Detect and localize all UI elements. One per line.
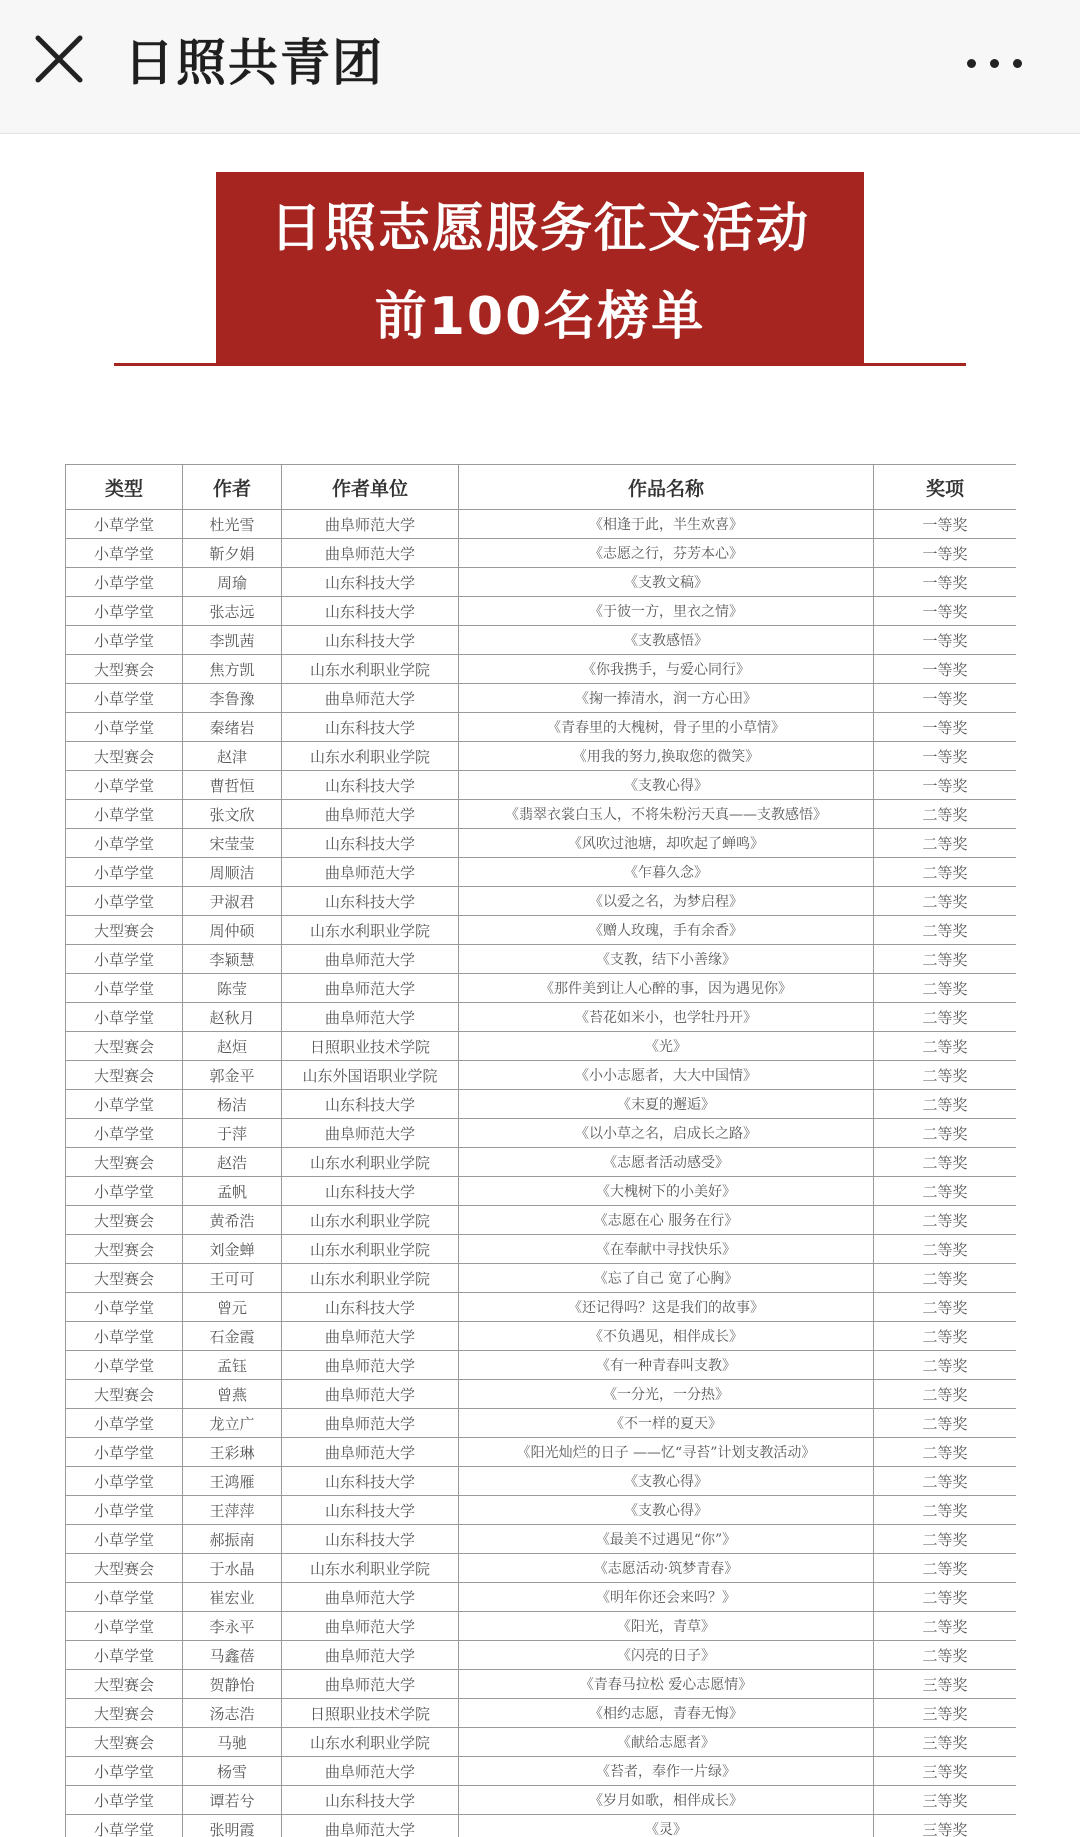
cell-work-title: 《小小志愿者，大大中国情》 xyxy=(459,1061,874,1090)
cell-work-title: 《阳光，青草》 xyxy=(459,1612,874,1641)
table-row xyxy=(66,1641,1017,1670)
cell-author: 孟钰 xyxy=(183,1351,282,1380)
cell-type: 小草学堂 xyxy=(66,1351,183,1380)
cell-work-title: 《支教心得》 xyxy=(459,1496,874,1525)
cell-unit: 日照职业技术学院 xyxy=(282,1032,459,1061)
cell-work-title: 《以爱之名，为梦启程》 xyxy=(459,887,874,916)
cell-work-title: 《乍暮久念》 xyxy=(459,858,874,887)
table-row xyxy=(66,1380,1017,1409)
table-row xyxy=(66,771,1017,800)
cell-work-title: 《最美不过遇见“你”》 xyxy=(459,1525,874,1554)
cell-unit: 曲阜师范大学 xyxy=(282,1612,459,1641)
cell-author: 周顺洁 xyxy=(183,858,282,887)
cell-author: 郝振南 xyxy=(183,1525,282,1554)
cell-author: 赵津 xyxy=(183,742,282,771)
cell-award: 三等奖 xyxy=(874,1728,1017,1757)
cell-work-title: 《明年你还会来吗？》 xyxy=(459,1583,874,1612)
table-row xyxy=(66,1670,1017,1699)
table-row xyxy=(66,1728,1017,1757)
cell-unit: 山东科技大学 xyxy=(282,771,459,800)
table-row xyxy=(66,1061,1017,1090)
cell-unit: 曲阜师范大学 xyxy=(282,800,459,829)
cell-unit: 山东科技大学 xyxy=(282,1090,459,1119)
table-row xyxy=(66,1467,1017,1496)
cell-unit: 山东科技大学 xyxy=(282,1786,459,1815)
table-row xyxy=(66,945,1017,974)
cell-author: 王鸿雁 xyxy=(183,1467,282,1496)
table-row xyxy=(66,1235,1017,1264)
cell-author: 李永平 xyxy=(183,1612,282,1641)
cell-work-title: 《翡翠衣裳白玉人，不将朱粉污天真——支教感悟》 xyxy=(459,800,874,829)
cell-unit: 山东科技大学 xyxy=(282,1293,459,1322)
cell-author: 陈莹 xyxy=(183,974,282,1003)
cell-unit: 山东水利职业学院 xyxy=(282,1264,459,1293)
cell-unit: 曲阜师范大学 xyxy=(282,1438,459,1467)
table-row xyxy=(66,800,1017,829)
cell-author: 黄希浩 xyxy=(183,1206,282,1235)
top-bar xyxy=(0,0,1080,134)
cell-type: 大型赛会 xyxy=(66,1380,183,1409)
cell-work-title: 《苔者，奉作一片绿》 xyxy=(459,1757,874,1786)
cell-unit: 曲阜师范大学 xyxy=(282,1670,459,1699)
cell-author: 周仲硕 xyxy=(183,916,282,945)
cell-unit: 山东水利职业学院 xyxy=(282,1728,459,1757)
cell-unit: 曲阜师范大学 xyxy=(282,1380,459,1409)
cell-type: 小草学堂 xyxy=(66,1525,183,1554)
cell-type: 大型赛会 xyxy=(66,742,183,771)
cell-type: 大型赛会 xyxy=(66,1264,183,1293)
cell-work-title: 《一分光，一分热》 xyxy=(459,1380,874,1409)
cell-award: 二等奖 xyxy=(874,1322,1017,1351)
table-row xyxy=(66,1786,1017,1815)
cell-type: 小草学堂 xyxy=(66,1786,183,1815)
cell-award: 二等奖 xyxy=(874,887,1017,916)
banner-subtitle: 前100名榜单 xyxy=(374,287,706,347)
cell-author: 谭若兮 xyxy=(183,1786,282,1815)
cell-unit: 曲阜师范大学 xyxy=(282,858,459,887)
cell-unit: 山东水利职业学院 xyxy=(282,1235,459,1264)
cell-award: 二等奖 xyxy=(874,945,1017,974)
cell-unit: 曲阜师范大学 xyxy=(282,1003,459,1032)
cell-unit: 曲阜师范大学 xyxy=(282,684,459,713)
cell-author: 郭金平 xyxy=(183,1061,282,1090)
cell-type: 小草学堂 xyxy=(66,1293,183,1322)
cell-author: 秦绪岩 xyxy=(183,713,282,742)
cell-type: 大型赛会 xyxy=(66,1061,183,1090)
cell-unit: 山东科技大学 xyxy=(282,1525,459,1554)
cell-award: 一等奖 xyxy=(874,771,1017,800)
cell-award: 一等奖 xyxy=(874,655,1017,684)
cell-author: 赵秋月 xyxy=(183,1003,282,1032)
cell-work-title: 《你我携手，与爱心同行》 xyxy=(459,655,874,684)
cell-award: 二等奖 xyxy=(874,1351,1017,1380)
column-header-type: 类型 xyxy=(66,465,183,510)
table-row xyxy=(66,1293,1017,1322)
cell-award: 二等奖 xyxy=(874,1409,1017,1438)
cell-unit: 山东科技大学 xyxy=(282,568,459,597)
cell-award: 一等奖 xyxy=(874,713,1017,742)
cell-work-title: 《灵》 xyxy=(459,1815,874,1837)
table-row xyxy=(66,1583,1017,1612)
cell-unit: 山东水利职业学院 xyxy=(282,742,459,771)
cell-award: 二等奖 xyxy=(874,1554,1017,1583)
table-row xyxy=(66,684,1017,713)
table-row xyxy=(66,539,1017,568)
table-row xyxy=(66,829,1017,858)
cell-award: 二等奖 xyxy=(874,1177,1017,1206)
close-button[interactable] xyxy=(30,30,90,90)
app-title: 日照共青团 xyxy=(124,34,384,92)
cell-unit: 山东科技大学 xyxy=(282,1496,459,1525)
cell-unit: 曲阜师范大学 xyxy=(282,1815,459,1837)
cell-award: 二等奖 xyxy=(874,1438,1017,1467)
cell-author: 石金霞 xyxy=(183,1322,282,1351)
cell-work-title: 《献给志愿者》 xyxy=(459,1728,874,1757)
cell-work-title: 《青春马拉松 爱心志愿情》 xyxy=(459,1670,874,1699)
table-row xyxy=(66,626,1017,655)
table-row xyxy=(66,1351,1017,1380)
table-row xyxy=(66,1177,1017,1206)
cell-type: 小草学堂 xyxy=(66,1757,183,1786)
cell-author: 王可可 xyxy=(183,1264,282,1293)
table-row xyxy=(66,1815,1017,1837)
table-row xyxy=(66,510,1017,539)
cell-unit: 曲阜师范大学 xyxy=(282,1322,459,1351)
cell-type: 小草学堂 xyxy=(66,1583,183,1612)
cell-type: 小草学堂 xyxy=(66,1612,183,1641)
cell-type: 小草学堂 xyxy=(66,684,183,713)
cell-work-title: 《岁月如歌，相伴成长》 xyxy=(459,1786,874,1815)
cell-author: 尹淑君 xyxy=(183,887,282,916)
cell-author: 宋莹莹 xyxy=(183,829,282,858)
cell-unit: 曲阜师范大学 xyxy=(282,1757,459,1786)
table-header-row xyxy=(66,465,1017,510)
table-body xyxy=(66,510,1017,1837)
cell-work-title: 《支教心得》 xyxy=(459,1467,874,1496)
cell-award: 二等奖 xyxy=(874,1032,1017,1061)
cell-unit: 曲阜师范大学 xyxy=(282,1119,459,1148)
cell-award: 二等奖 xyxy=(874,829,1017,858)
column-header-award: 奖项 xyxy=(874,465,1017,510)
cell-work-title: 《支教文稿》 xyxy=(459,568,874,597)
cell-unit: 山东科技大学 xyxy=(282,829,459,858)
cell-work-title: 《用我的努力,换取您的微笑》 xyxy=(459,742,874,771)
banner-divider xyxy=(114,363,966,366)
cell-work-title: 《那件美到让人心醉的事，因为遇见你》 xyxy=(459,974,874,1003)
cell-unit: 曲阜师范大学 xyxy=(282,1641,459,1670)
cell-author: 赵浩 xyxy=(183,1148,282,1177)
cell-work-title: 《末夏的邂逅》 xyxy=(459,1090,874,1119)
ranking-table xyxy=(65,464,1016,1837)
cell-unit: 日照职业技术学院 xyxy=(282,1699,459,1728)
cell-author: 马驰 xyxy=(183,1728,282,1757)
cell-author: 靳夕娟 xyxy=(183,539,282,568)
column-header-author: 作者 xyxy=(183,465,282,510)
cell-type: 小草学堂 xyxy=(66,771,183,800)
cell-type: 小草学堂 xyxy=(66,829,183,858)
cell-type: 大型赛会 xyxy=(66,655,183,684)
cell-type: 小草学堂 xyxy=(66,510,183,539)
cell-author: 曾元 xyxy=(183,1293,282,1322)
table-row xyxy=(66,1409,1017,1438)
cell-author: 杨洁 xyxy=(183,1090,282,1119)
close-icon xyxy=(30,30,90,90)
cell-type: 小草学堂 xyxy=(66,713,183,742)
ranking-table-container xyxy=(65,464,1016,1837)
table-row xyxy=(66,974,1017,1003)
cell-type: 大型赛会 xyxy=(66,1670,183,1699)
cell-author: 周瑜 xyxy=(183,568,282,597)
cell-award: 一等奖 xyxy=(874,684,1017,713)
cell-award: 二等奖 xyxy=(874,800,1017,829)
cell-type: 小草学堂 xyxy=(66,858,183,887)
cell-author: 于水晶 xyxy=(183,1554,282,1583)
cell-type: 小草学堂 xyxy=(66,1815,183,1837)
cell-unit: 山东水利职业学院 xyxy=(282,916,459,945)
cell-work-title: 《阳光灿烂的日子 ——忆“寻苔”计划支教活动》 xyxy=(459,1438,874,1467)
cell-award: 一等奖 xyxy=(874,539,1017,568)
more-dots-icon xyxy=(1013,59,1022,68)
table-row xyxy=(66,1032,1017,1061)
cell-type: 大型赛会 xyxy=(66,1554,183,1583)
cell-author: 焦方凯 xyxy=(183,655,282,684)
column-header-work: 作品名称 xyxy=(459,465,874,510)
cell-type: 小草学堂 xyxy=(66,974,183,1003)
cell-award: 二等奖 xyxy=(874,1003,1017,1032)
cell-type: 小草学堂 xyxy=(66,568,183,597)
cell-type: 小草学堂 xyxy=(66,1322,183,1351)
cell-work-title: 《忘了自己 宽了心胸》 xyxy=(459,1264,874,1293)
cell-type: 大型赛会 xyxy=(66,1728,183,1757)
title-banner xyxy=(216,172,864,365)
table-row xyxy=(66,1525,1017,1554)
cell-award: 二等奖 xyxy=(874,1119,1017,1148)
cell-unit: 山东科技大学 xyxy=(282,597,459,626)
cell-work-title: 《大槐树下的小美好》 xyxy=(459,1177,874,1206)
cell-type: 小草学堂 xyxy=(66,1641,183,1670)
cell-award: 二等奖 xyxy=(874,1525,1017,1554)
cell-type: 小草学堂 xyxy=(66,539,183,568)
cell-work-title: 《掬一捧清水，润一方心田》 xyxy=(459,684,874,713)
cell-type: 小草学堂 xyxy=(66,1090,183,1119)
cell-work-title: 《有一种青春叫支教》 xyxy=(459,1351,874,1380)
table-row xyxy=(66,887,1017,916)
cell-author: 孟帆 xyxy=(183,1177,282,1206)
table-row xyxy=(66,1757,1017,1786)
cell-type: 小草学堂 xyxy=(66,1496,183,1525)
cell-award: 二等奖 xyxy=(874,1264,1017,1293)
cell-award: 二等奖 xyxy=(874,858,1017,887)
cell-award: 三等奖 xyxy=(874,1815,1017,1837)
table-row xyxy=(66,1264,1017,1293)
cell-award: 二等奖 xyxy=(874,1206,1017,1235)
cell-author: 曾燕 xyxy=(183,1380,282,1409)
cell-work-title: 《光》 xyxy=(459,1032,874,1061)
cell-type: 小草学堂 xyxy=(66,1119,183,1148)
cell-award: 二等奖 xyxy=(874,1467,1017,1496)
cell-unit: 山东科技大学 xyxy=(282,887,459,916)
cell-type: 小草学堂 xyxy=(66,597,183,626)
cell-work-title: 《以小草之名，启成长之路》 xyxy=(459,1119,874,1148)
cell-work-title: 《于彼一方，里衣之情》 xyxy=(459,597,874,626)
cell-award: 三等奖 xyxy=(874,1670,1017,1699)
cell-author: 杨雪 xyxy=(183,1757,282,1786)
cell-type: 大型赛会 xyxy=(66,1148,183,1177)
cell-unit: 山东水利职业学院 xyxy=(282,1206,459,1235)
cell-author: 曹哲恒 xyxy=(183,771,282,800)
cell-type: 小草学堂 xyxy=(66,1177,183,1206)
cell-work-title: 《支教，结下小善缘》 xyxy=(459,945,874,974)
cell-author: 崔宏业 xyxy=(183,1583,282,1612)
cell-work-title: 《相约志愿，青春无悔》 xyxy=(459,1699,874,1728)
cell-type: 大型赛会 xyxy=(66,1235,183,1264)
table-row xyxy=(66,1206,1017,1235)
cell-type: 小草学堂 xyxy=(66,1003,183,1032)
cell-award: 二等奖 xyxy=(874,1090,1017,1119)
cell-author: 于萍 xyxy=(183,1119,282,1148)
cell-award: 二等奖 xyxy=(874,1293,1017,1322)
table-row xyxy=(66,1003,1017,1032)
cell-type: 小草学堂 xyxy=(66,800,183,829)
cell-work-title: 《在奉献中寻找快乐》 xyxy=(459,1235,874,1264)
more-dots-icon xyxy=(967,59,976,68)
cell-award: 二等奖 xyxy=(874,916,1017,945)
cell-type: 小草学堂 xyxy=(66,945,183,974)
cell-type: 小草学堂 xyxy=(66,1409,183,1438)
column-header-unit: 作者单位 xyxy=(282,465,459,510)
table-row xyxy=(66,713,1017,742)
cell-work-title: 《青春里的大槐树，骨子里的小草情》 xyxy=(459,713,874,742)
cell-type: 小草学堂 xyxy=(66,1438,183,1467)
banner-title: 日照志愿服务征文活动 xyxy=(269,199,810,259)
cell-author: 汤志浩 xyxy=(183,1699,282,1728)
cell-author: 张志远 xyxy=(183,597,282,626)
table-row xyxy=(66,1612,1017,1641)
cell-author: 王彩琳 xyxy=(183,1438,282,1467)
cell-unit: 曲阜师范大学 xyxy=(282,945,459,974)
table-row xyxy=(66,655,1017,684)
cell-work-title: 《风吹过池塘，却吹起了蝉鸣》 xyxy=(459,829,874,858)
cell-award: 三等奖 xyxy=(874,1757,1017,1786)
cell-work-title: 《志愿活动·筑梦青春》 xyxy=(459,1554,874,1583)
cell-award: 二等奖 xyxy=(874,1235,1017,1264)
cell-unit: 曲阜师范大学 xyxy=(282,974,459,1003)
table-row xyxy=(66,742,1017,771)
cell-award: 二等奖 xyxy=(874,974,1017,1003)
cell-work-title: 《志愿者活动感受》 xyxy=(459,1148,874,1177)
cell-author: 马鑫蓓 xyxy=(183,1641,282,1670)
cell-work-title: 《赠人玫瑰，手有余香》 xyxy=(459,916,874,945)
cell-type: 小草学堂 xyxy=(66,887,183,916)
cell-work-title: 《支教感悟》 xyxy=(459,626,874,655)
cell-type: 大型赛会 xyxy=(66,1032,183,1061)
cell-unit: 山东科技大学 xyxy=(282,713,459,742)
cell-author: 李鲁豫 xyxy=(183,684,282,713)
cell-award: 二等奖 xyxy=(874,1641,1017,1670)
cell-unit: 山东科技大学 xyxy=(282,1467,459,1496)
cell-unit: 山东水利职业学院 xyxy=(282,1148,459,1177)
table-row xyxy=(66,568,1017,597)
table-row xyxy=(66,1322,1017,1351)
cell-unit: 山东水利职业学院 xyxy=(282,1554,459,1583)
cell-author: 李颖慧 xyxy=(183,945,282,974)
cell-unit: 山东科技大学 xyxy=(282,1177,459,1206)
cell-work-title: 《还记得吗？这是我们的故事》 xyxy=(459,1293,874,1322)
cell-award: 一等奖 xyxy=(874,568,1017,597)
table-row xyxy=(66,597,1017,626)
cell-award: 一等奖 xyxy=(874,597,1017,626)
cell-type: 小草学堂 xyxy=(66,1467,183,1496)
cell-work-title: 《不一样的夏天》 xyxy=(459,1409,874,1438)
cell-award: 二等奖 xyxy=(874,1583,1017,1612)
cell-unit: 曲阜师范大学 xyxy=(282,510,459,539)
cell-author: 杜光雪 xyxy=(183,510,282,539)
cell-type: 小草学堂 xyxy=(66,626,183,655)
cell-award: 三等奖 xyxy=(874,1699,1017,1728)
cell-work-title: 《相逢于此，半生欢喜》 xyxy=(459,510,874,539)
cell-award: 一等奖 xyxy=(874,742,1017,771)
table-row xyxy=(66,1496,1017,1525)
cell-type: 大型赛会 xyxy=(66,1206,183,1235)
cell-award: 二等奖 xyxy=(874,1148,1017,1177)
more-button[interactable] xyxy=(960,38,1030,88)
cell-unit: 山东外国语职业学院 xyxy=(282,1061,459,1090)
table-row xyxy=(66,1699,1017,1728)
more-dots-icon xyxy=(990,59,999,68)
cell-type: 大型赛会 xyxy=(66,1699,183,1728)
cell-unit: 山东科技大学 xyxy=(282,626,459,655)
cell-author: 贺静怡 xyxy=(183,1670,282,1699)
cell-type: 大型赛会 xyxy=(66,916,183,945)
cell-unit: 曲阜师范大学 xyxy=(282,539,459,568)
cell-award: 二等奖 xyxy=(874,1061,1017,1090)
table-row xyxy=(66,1148,1017,1177)
cell-unit: 山东水利职业学院 xyxy=(282,655,459,684)
cell-author: 刘金蝉 xyxy=(183,1235,282,1264)
cell-work-title: 《不负遇见，相伴成长》 xyxy=(459,1322,874,1351)
table-row xyxy=(66,1090,1017,1119)
cell-author: 李凯茜 xyxy=(183,626,282,655)
table-row xyxy=(66,916,1017,945)
cell-award: 二等奖 xyxy=(874,1612,1017,1641)
cell-work-title: 《闪亮的日子》 xyxy=(459,1641,874,1670)
table-row xyxy=(66,858,1017,887)
cell-work-title: 《志愿在心 服务在行》 xyxy=(459,1206,874,1235)
cell-work-title: 《志愿之行，芬芳本心》 xyxy=(459,539,874,568)
cell-unit: 曲阜师范大学 xyxy=(282,1409,459,1438)
cell-author: 赵烜 xyxy=(183,1032,282,1061)
cell-award: 二等奖 xyxy=(874,1380,1017,1409)
cell-author: 龙立广 xyxy=(183,1409,282,1438)
table-row xyxy=(66,1554,1017,1583)
cell-unit: 曲阜师范大学 xyxy=(282,1583,459,1612)
cell-work-title: 《苔花如米小，也学牡丹开》 xyxy=(459,1003,874,1032)
cell-award: 二等奖 xyxy=(874,1496,1017,1525)
cell-award: 一等奖 xyxy=(874,626,1017,655)
cell-award: 一等奖 xyxy=(874,510,1017,539)
cell-author: 张明霞 xyxy=(183,1815,282,1837)
cell-award: 三等奖 xyxy=(874,1786,1017,1815)
table-row xyxy=(66,1438,1017,1467)
cell-unit: 曲阜师范大学 xyxy=(282,1351,459,1380)
cell-author: 王萍萍 xyxy=(183,1496,282,1525)
table-row xyxy=(66,1119,1017,1148)
cell-work-title: 《支教心得》 xyxy=(459,771,874,800)
cell-author: 张文欣 xyxy=(183,800,282,829)
